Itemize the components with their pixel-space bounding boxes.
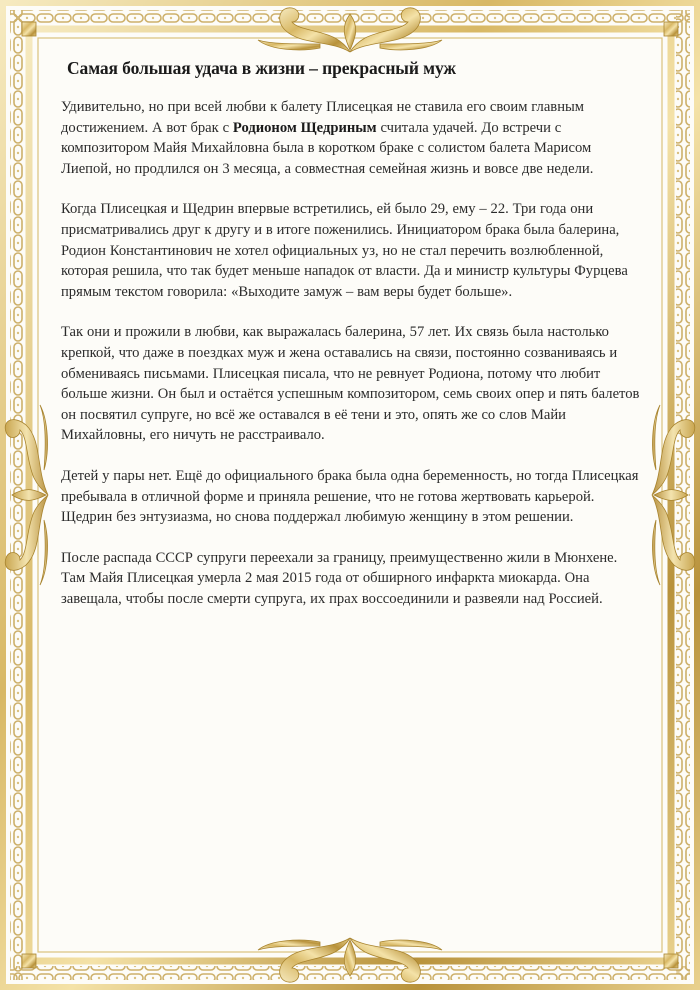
document-body (61, 58, 645, 629)
paragraph-text: Удивительно, но при всей любви к балету Плисецкая не ставила его своим главным достижением. А вот брак с (61, 99, 585, 136)
paragraph-text: считала удачей. До встречи с композитором Майя Михайловна была в коротком браке с солистом балета Марисом Лиепой, но продлился он 3 месяца, а совместная семейная жизнь и вовсе две недели. (61, 119, 594, 177)
paragraph-marriage-luck (61, 97, 645, 179)
paragraph-after-ussr: После распада СССР супруги переехали за границу, преимущественно жили в Мюнхене. Там Майя Плисецкая умерла 2 мая 2015 года от обширного инфаркта миокарда. Она завещала, чтобы после смерти супруга, их прах воссоединили и развеяли над Россией. (61, 549, 618, 607)
paragraph-children: Детей у пары нет. Ещё до официального брака была одна беременность, но тогда Плисецкая пребывала в отличной форме и приняла решение, что не готова жертвовать карьерой. Щедрин без энтузиазма, но снова поддержал любимую женщину в этом решении. (61, 467, 639, 526)
left-scroll-ornament (5, 405, 48, 585)
page-title: Самая большая удача в жизни – прекрасный муж (67, 58, 456, 78)
paragraph-57-years: Так они и прожили в любви, как выражалась балерина, 57 лет. Их связь была настолько крепкой, что даже в поездках муж и жена оставались на связи, постоянно созваниваясь и обмениваясь письмами. Плисецкая писала, что не ревнует Родиона, потому что любит больше жизни. Он был и остаётся успешным композитором, семь своих опер и пять балетов он посвятил супруге, но всё же оставался в её тени и это, опять же со слов Майи Михайловны, его ничуть не расстраивало. (61, 324, 640, 444)
right-scroll-ornament (652, 405, 695, 585)
bottom-scroll-ornament (258, 938, 442, 982)
paragraph-first-meeting: Когда Плисецкая и Щедрин впервые встретились, ей было 29, ему – 22. Три года они присматривались друг к другу и в итоге поженились. Инициатором брака была балерина, Родион Константинович не хотел официальных уз, но не стал перечить возлюбленной, которая решила, что так будет меньше нападок от власти. Да и министр культуры Фурцева прямым текстом говорила: «Выходите замуж – вам веры будет больше». (61, 201, 628, 300)
top-scroll-ornament (258, 8, 442, 52)
bold-name-shchedrin: Родионом Щедриным (232, 119, 377, 136)
